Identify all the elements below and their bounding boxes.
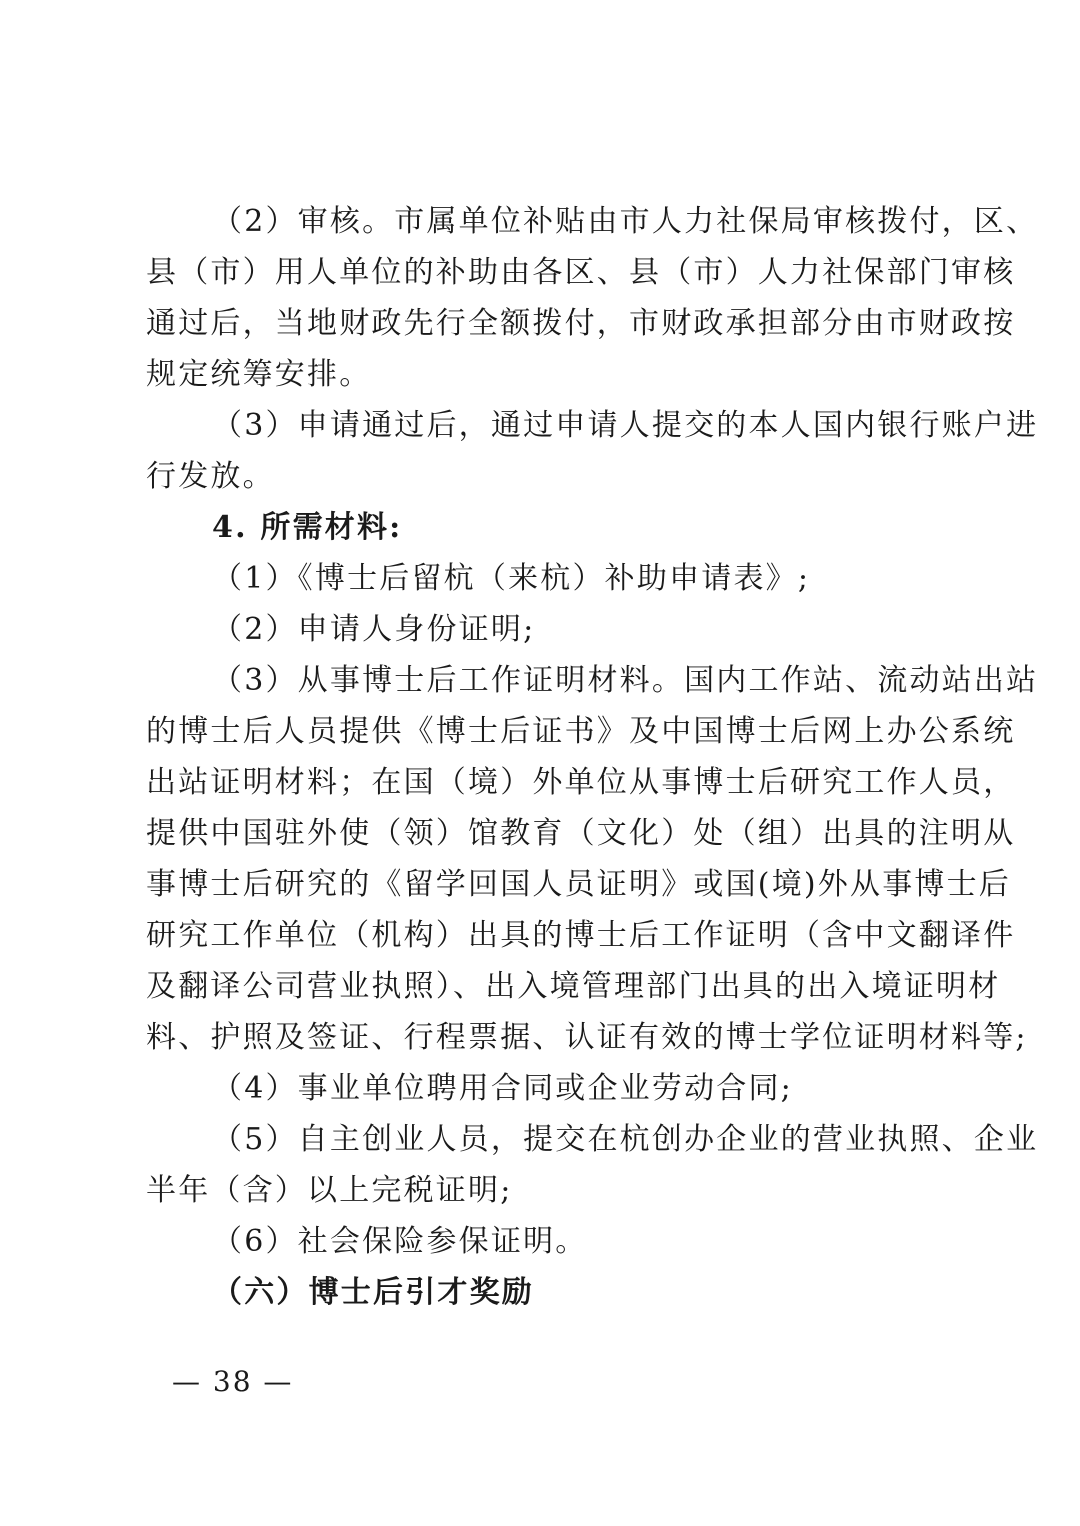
list-item: （3）从事博士后工作证明材料。国内工作站、流动站出站	[212, 663, 1039, 698]
paragraph-line: 的博士后人员提供《博士后证书》及中国博士后网上办公系统	[146, 714, 1016, 749]
paragraph-line: 研究工作单位（机构）出具的博士后工作证明（含中文翻译件	[146, 918, 1016, 953]
paragraph-line: 事博士后研究的《留学回国人员证明》或国(境)外从事博士后	[146, 867, 1012, 902]
paragraph-line: 及翻译公司营业执照）、出入境管理部门出具的出入境证明材	[146, 969, 1001, 1004]
paragraph-line: 出站证明材料；在国（境）外单位从事博士后研究工作人员，	[146, 765, 1016, 800]
list-item: （6）社会保险参保证明。	[212, 1224, 588, 1259]
paragraph-line: 提供中国驻外使（领）馆教育（文化）处（组）出具的注明从	[146, 816, 1016, 851]
paragraph-line: （3）申请通过后，通过申请人提交的本人国内银行账户进	[212, 408, 1039, 443]
page-number: — 38 —	[172, 1365, 294, 1398]
section-heading: 4. 所需材料:	[212, 510, 403, 545]
paragraph-line: 半年（含）以上完税证明;	[146, 1173, 513, 1208]
list-item: （1）《博士后留杭（来杭）补助申请表》;	[212, 561, 811, 596]
list-item: （2）申请人身份证明;	[212, 612, 536, 647]
paragraph-line: 规定统筹安排。	[146, 357, 372, 392]
list-item: （4）事业单位聘用合同或企业劳动合同;	[212, 1071, 793, 1106]
paragraph-line: 通过后，当地财政先行全额拨付，市财政承担部分由市财政按	[146, 306, 1016, 341]
list-item: （5）自主创业人员，提交在杭创办企业的营业执照、企业	[212, 1122, 1039, 1157]
paragraph-line: 县（市）用人单位的补助由各区、县（市）人力社保部门审核	[146, 255, 1016, 290]
paragraph-line: （2）审核。市属单位补贴由市人力社保局审核拨付，区、	[212, 204, 1039, 239]
document-body	[146, 196, 1039, 1318]
paragraph-line: 料、护照及签证、行程票据、认证有效的博士学位证明材料等;	[146, 1020, 1028, 1055]
paragraph-line: 行发放。	[146, 459, 275, 494]
section-heading: （六）博士后引才奖励	[212, 1275, 534, 1310]
